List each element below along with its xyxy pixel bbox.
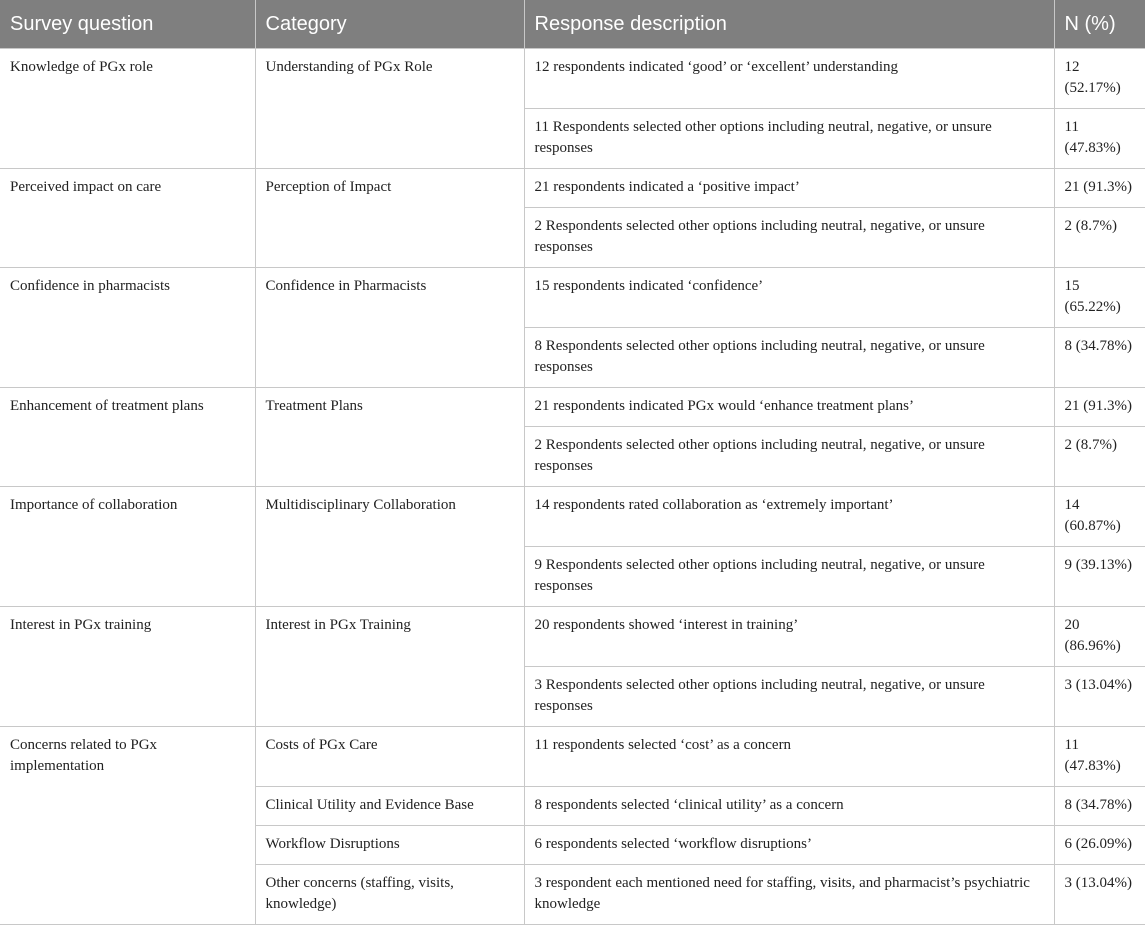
table-row [0, 49, 1145, 109]
survey-question-cell: Concerns related to PGx implementation [0, 727, 255, 925]
header-survey-question: Survey question [0, 0, 255, 49]
survey-question-cell: Importance of collaboration [0, 487, 255, 607]
survey-question-cell: Confidence in pharmacists [0, 268, 255, 388]
header-n-percent: N (%) [1054, 0, 1145, 49]
table-row [0, 388, 1145, 427]
survey-question-cell: Enhancement of treatment plans [0, 388, 255, 487]
response-description-cell: 3 respondent each mentioned need for staffing, visits, and pharmacist’s psychiatric knowledge [524, 865, 1054, 925]
category-cell: Multidisciplinary Collaboration [255, 487, 524, 607]
n-percent-cell: 21 (91.3%) [1054, 388, 1145, 427]
category-cell: Understanding of PGx Role [255, 49, 524, 169]
n-percent-cell: 15 (65.22%) [1054, 268, 1145, 328]
response-description-cell: 21 respondents indicated PGx would ‘enhance treatment plans’ [524, 388, 1054, 427]
response-description-cell: 20 respondents showed ‘interest in training’ [524, 607, 1054, 667]
category-cell: Confidence in Pharmacists [255, 268, 524, 388]
response-description-cell: 21 respondents indicated a ‘positive impact’ [524, 169, 1054, 208]
n-percent-cell: 3 (13.04%) [1054, 865, 1145, 925]
response-description-cell: 6 respondents selected ‘workflow disruptions’ [524, 826, 1054, 865]
category-cell: Other concerns (staffing, visits, knowledge) [255, 865, 524, 925]
table-row [0, 487, 1145, 547]
table-row [0, 727, 1145, 787]
response-description-cell: 8 Respondents selected other options including neutral, negative, or unsure responses [524, 328, 1054, 388]
survey-question-cell: Knowledge of PGx role [0, 49, 255, 169]
n-percent-cell: 8 (34.78%) [1054, 787, 1145, 826]
category-cell: Interest in PGx Training [255, 607, 524, 727]
survey-question-cell: Interest in PGx training [0, 607, 255, 727]
n-percent-cell: 8 (34.78%) [1054, 328, 1145, 388]
response-description-cell: 11 Respondents selected other options including neutral, negative, or unsure responses [524, 109, 1054, 169]
n-percent-cell: 11 (47.83%) [1054, 109, 1145, 169]
response-description-cell: 15 respondents indicated ‘confidence’ [524, 268, 1054, 328]
category-cell: Treatment Plans [255, 388, 524, 487]
n-percent-cell: 3 (13.04%) [1054, 667, 1145, 727]
n-percent-cell: 21 (91.3%) [1054, 169, 1145, 208]
n-percent-cell: 20 (86.96%) [1054, 607, 1145, 667]
response-description-cell: 2 Respondents selected other options including neutral, negative, or unsure responses [524, 208, 1054, 268]
table-row [0, 268, 1145, 328]
header-category: Category [255, 0, 524, 49]
table-body [0, 49, 1145, 925]
response-description-cell: 3 Respondents selected other options including neutral, negative, or unsure responses [524, 667, 1054, 727]
n-percent-cell: 11 (47.83%) [1054, 727, 1145, 787]
response-description-cell: 2 Respondents selected other options including neutral, negative, or unsure responses [524, 427, 1054, 487]
response-description-cell: 8 respondents selected ‘clinical utility’ as a concern [524, 787, 1054, 826]
n-percent-cell: 9 (39.13%) [1054, 547, 1145, 607]
table-header [0, 0, 1145, 49]
response-description-cell: 14 respondents rated collaboration as ‘extremely important’ [524, 487, 1054, 547]
category-cell: Perception of Impact [255, 169, 524, 268]
n-percent-cell: 14 (60.87%) [1054, 487, 1145, 547]
response-description-cell: 11 respondents selected ‘cost’ as a concern [524, 727, 1054, 787]
header-response-description: Response description [524, 0, 1054, 49]
category-cell: Clinical Utility and Evidence Base [255, 787, 524, 826]
response-description-cell: 12 respondents indicated ‘good’ or ‘excellent’ understanding [524, 49, 1054, 109]
table-row [0, 169, 1145, 208]
n-percent-cell: 6 (26.09%) [1054, 826, 1145, 865]
response-description-cell: 9 Respondents selected other options including neutral, negative, or unsure responses [524, 547, 1054, 607]
category-cell: Workflow Disruptions [255, 826, 524, 865]
category-cell: Costs of PGx Care [255, 727, 524, 787]
header-row [0, 0, 1145, 49]
table-row [0, 607, 1145, 667]
n-percent-cell: 2 (8.7%) [1054, 427, 1145, 487]
survey-question-cell: Perceived impact on care [0, 169, 255, 268]
n-percent-cell: 12 (52.17%) [1054, 49, 1145, 109]
n-percent-cell: 2 (8.7%) [1054, 208, 1145, 268]
